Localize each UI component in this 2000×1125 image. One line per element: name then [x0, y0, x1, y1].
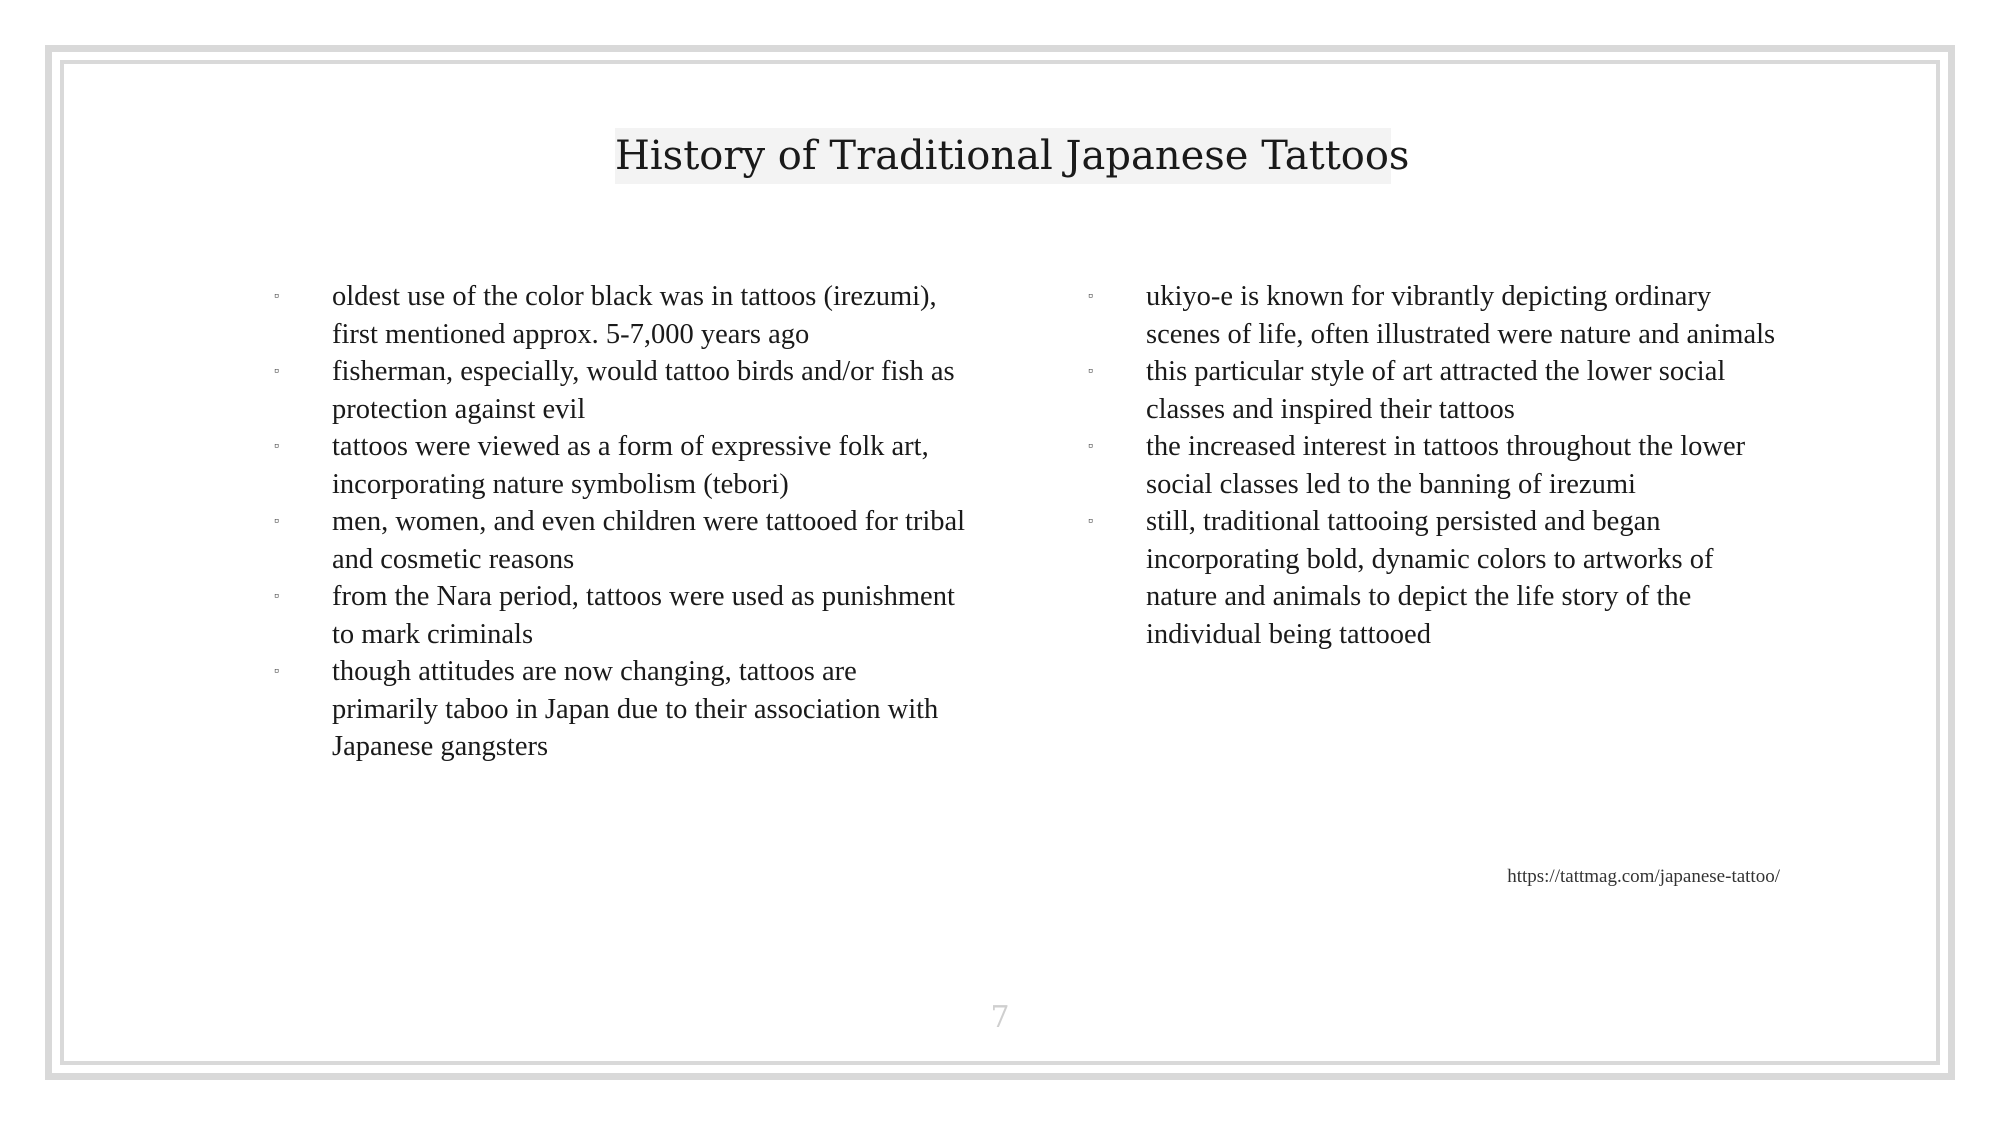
list-item-text: though attitudes are now changing, tattoos are primarily taboo in Japan due to their association with Japanese gangsters [332, 656, 939, 762]
square-bullet-icon: ▫ [1088, 289, 1093, 304]
square-bullet-icon: ▫ [1088, 439, 1093, 454]
list-item [268, 353, 968, 428]
list-item-text: men, women, and even children were tattooed for tribal and cosmetic reasons [332, 506, 966, 575]
square-bullet-icon: ▫ [274, 364, 279, 379]
slide-title: History of Traditional Japanese Tattoos [615, 128, 1391, 184]
square-bullet-icon: ▫ [274, 439, 279, 454]
square-bullet-icon: ▫ [274, 514, 279, 529]
square-bullet-icon: ▫ [1088, 514, 1093, 529]
square-bullet-icon: ▫ [1088, 364, 1093, 379]
page-number: 7 [990, 1000, 1010, 1035]
square-bullet-icon: ▫ [274, 289, 279, 304]
list-item [1082, 428, 1782, 503]
square-bullet-icon: ▫ [274, 664, 279, 679]
list-item-text: ukiyo-e is known for vibrantly depicting ordinary scenes of life, often illustrated were nature and animals [1146, 281, 1776, 350]
list-item-text: oldest use of the color black was in tattoos (irezumi), first mentioned approx. 5-7,000 years ago [332, 281, 937, 350]
list-item-text: tattoos were viewed as a form of expressive folk art, incorporating nature symbolism (tebori) [332, 431, 929, 500]
list-item [268, 428, 968, 503]
list-item-text: fisherman, especially, would tattoo birds and/or fish as protection against evil [332, 356, 955, 425]
list-item [268, 503, 968, 578]
left-bullet-list [268, 278, 968, 766]
list-item-text: from the Nara period, tattoos were used as punishment to mark criminals [332, 581, 955, 650]
list-item [268, 578, 968, 653]
list-item-text: still, traditional tattooing persisted and began incorporating bold, dynamic colors to artworks of nature and animals to depict the life story of the individual being tattooed [1146, 506, 1714, 650]
list-item-text: the increased interest in tattoos throughout the lower social classes led to the banning of irezumi [1146, 431, 1746, 500]
list-item [1082, 353, 1782, 428]
list-item [1082, 278, 1782, 353]
list-item [268, 278, 968, 353]
source-link[interactable]: https://tattmag.com/japanese-tattoo/ [1507, 866, 1780, 887]
right-bullet-list [1082, 278, 1782, 653]
list-item [268, 653, 968, 766]
list-item [1082, 503, 1782, 653]
list-item-text: this particular style of art attracted the lower social classes and inspired their tattoos [1146, 356, 1726, 425]
square-bullet-icon: ▫ [274, 589, 279, 604]
